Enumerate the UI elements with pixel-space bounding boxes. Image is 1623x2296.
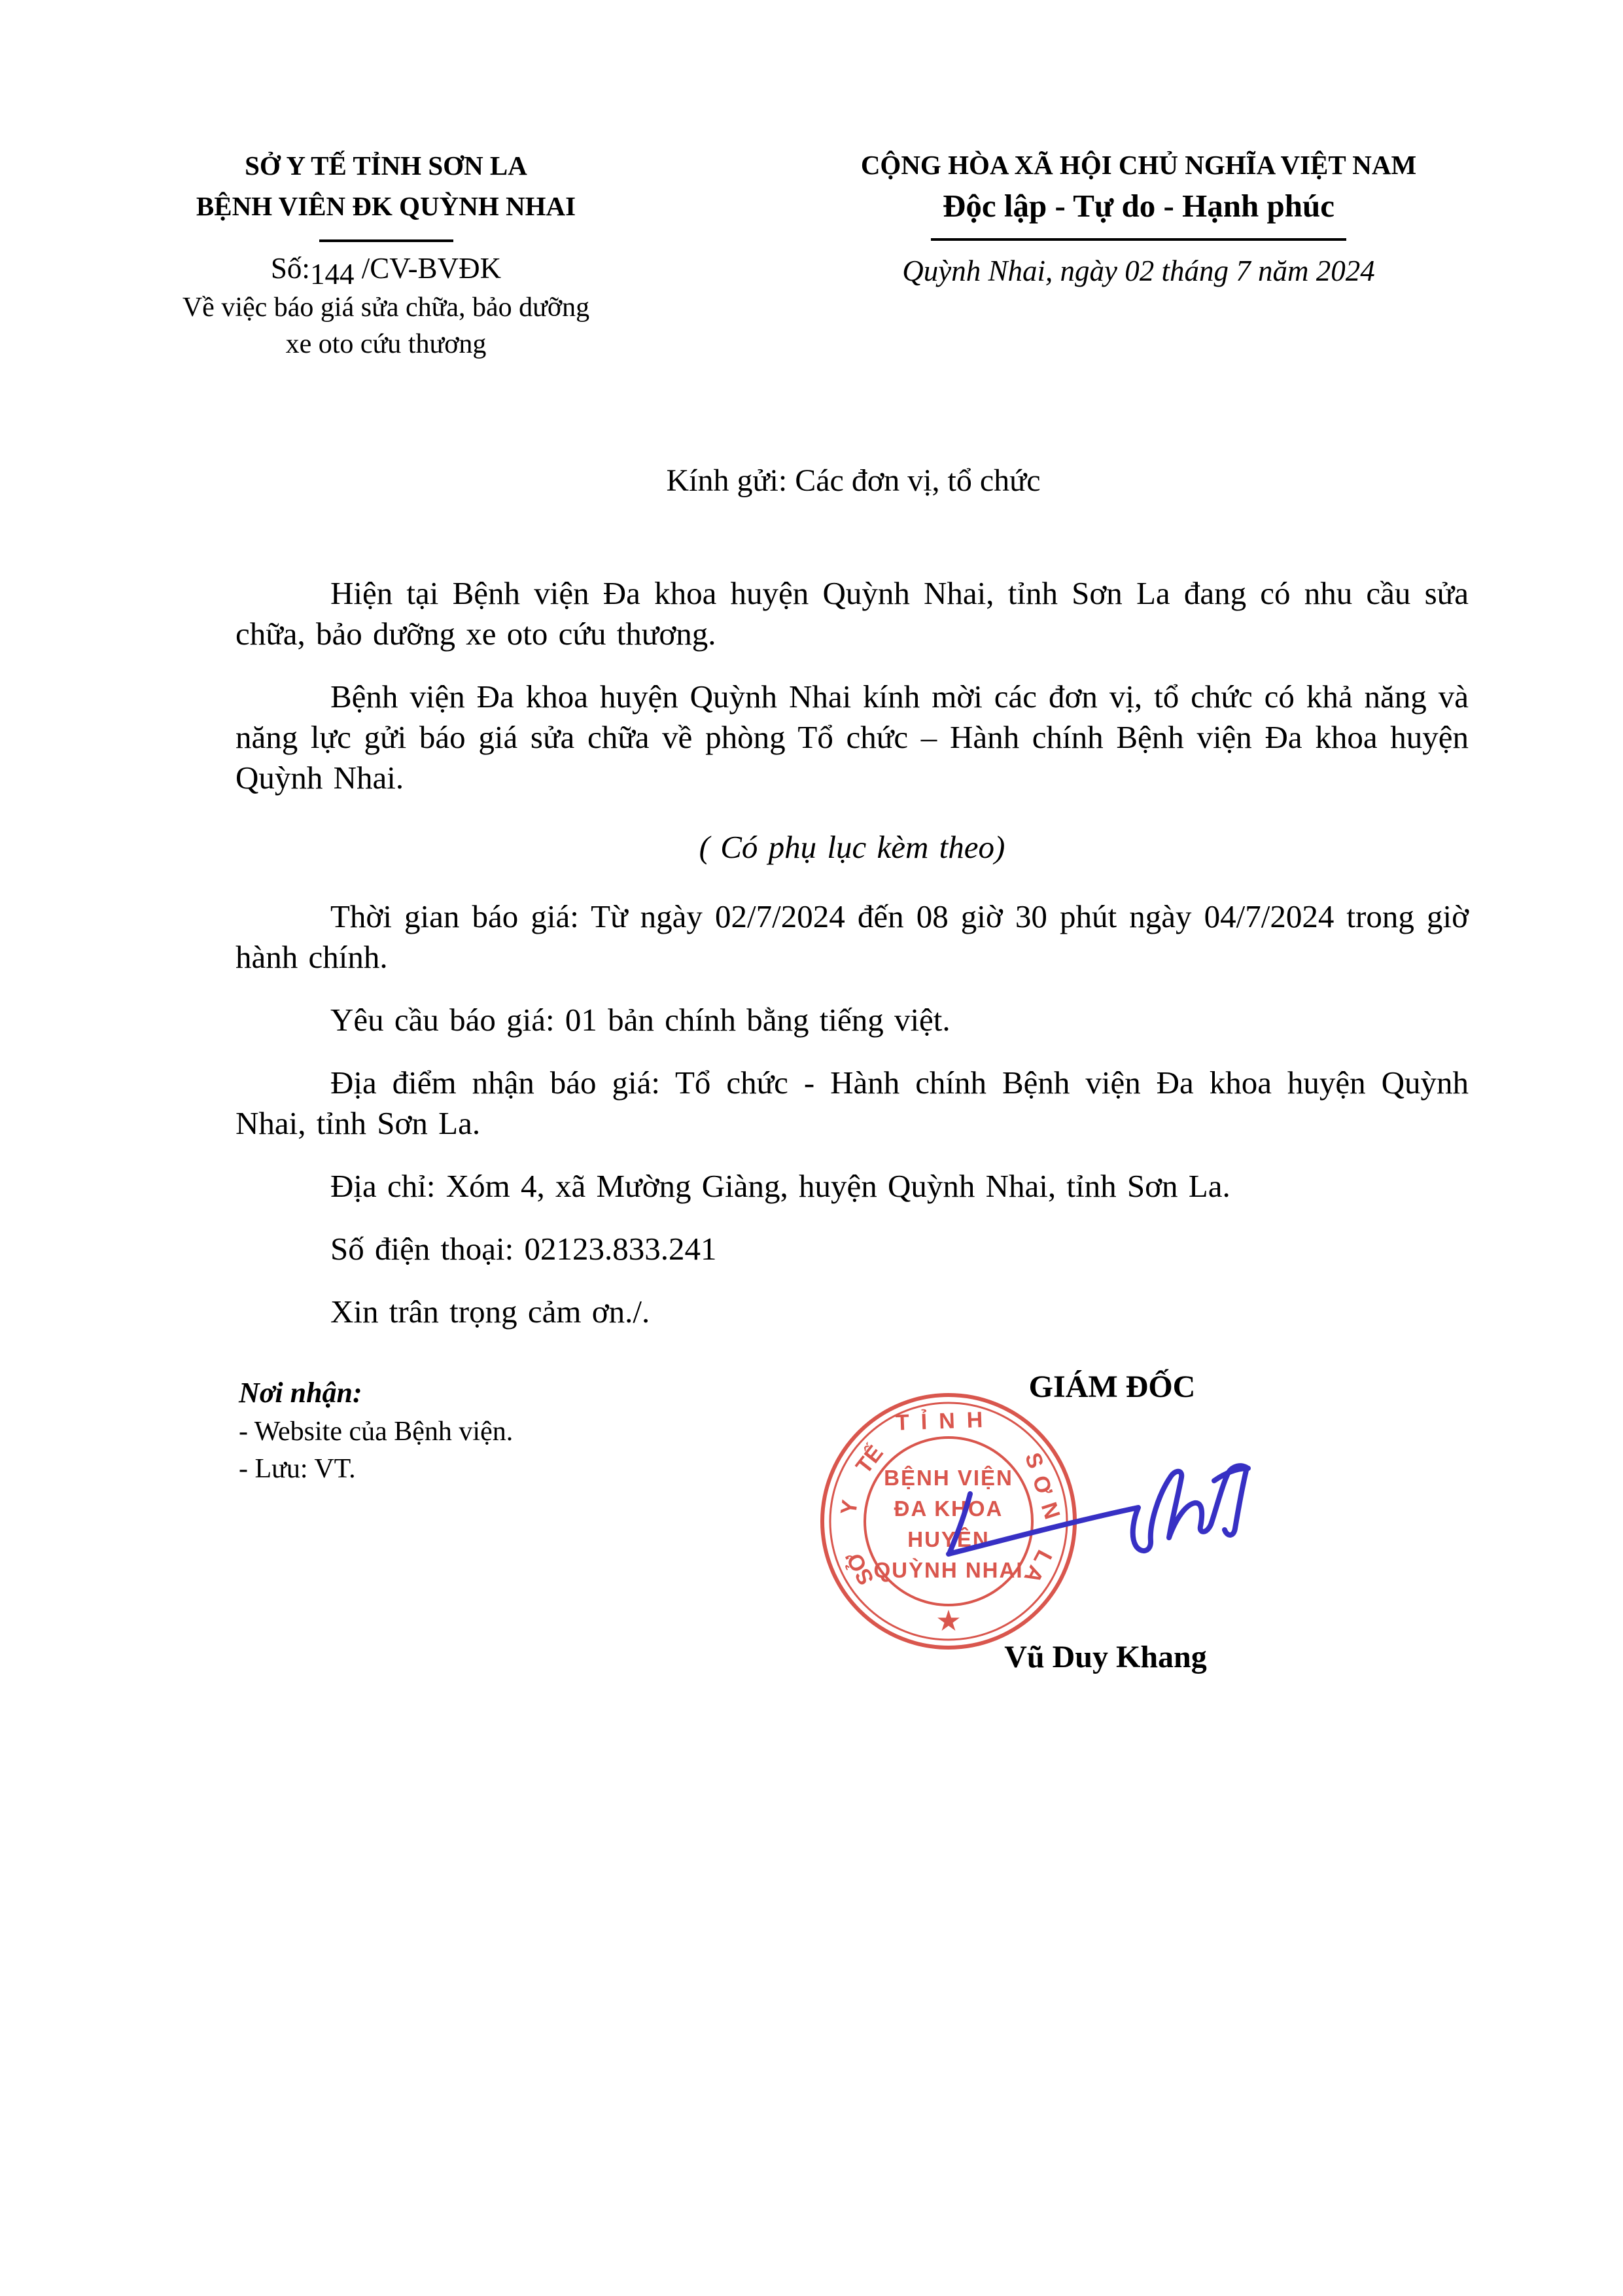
stamp-ring-text: TỈNH: [895, 1407, 995, 1436]
body-paragraph: Bệnh viện Đa khoa huyện Quỳnh Nhai kính mời các đơn vị, tổ chức có khả năng và năng lực gửi báo giá sửa chữa về phòng Tổ chức – Hành chính Bệnh viện Đa khoa huyện Quỳnh Nhai.: [236, 679, 1469, 796]
body-paragraph: Hiện tại Bệnh viện Đa khoa huyện Quỳnh Nhai, tỉnh Sơn La đang có nhu cầu sửa chữa, bảo dưỡng xe oto cứu thương.: [236, 575, 1469, 652]
motto-divider: [931, 238, 1346, 241]
doc-subject: Về việc báo giá sửa chữa, bảo dưỡng xe oto cứu thương: [182, 292, 590, 359]
official-stamp: [822, 1395, 1075, 1648]
stamp-ring-text: Y: [836, 1498, 863, 1517]
stamp-inner-line: ĐA KHOA: [894, 1496, 1003, 1521]
org-divider: [319, 239, 453, 242]
stamp-star-icon: ★: [935, 1605, 962, 1637]
doc-number-suffix: /CV-BVĐK: [354, 252, 502, 285]
org-name: BỆNH VIÊN ĐK QUỲNH NHAI: [196, 191, 576, 221]
recipient-item: - Lưu: VT.: [239, 1454, 356, 1484]
recipient-item: - Website của Bệnh viện.: [239, 1417, 514, 1447]
signer-name: Vũ Duy Khang: [1004, 1640, 1207, 1674]
national-header-block: [733, 145, 1623, 362]
body-paragraph: Địa điểm nhận báo giá: Tổ chức - Hành chính Bệnh viện Đa khoa huyện Quỳnh Nhai, tỉnh Sơn La.: [236, 1065, 1469, 1141]
doc-number-prefix: Số:: [270, 252, 310, 285]
doc-number-value: 144: [309, 258, 355, 291]
national-motto: Độc lập - Tự do - Hạnh phúc: [943, 188, 1335, 224]
stamp-inner-line: QUỲNH NHAI: [873, 1558, 1024, 1582]
official-stamp-and-signature: [805, 1371, 1302, 1737]
stamp-inner-line: BỆNH VIỆN: [884, 1466, 1013, 1490]
body-paragraph: Yêu cầu báo giá: 01 bản chính bằng tiếng việt.: [330, 1002, 951, 1038]
national-title: CỘNG HÒA XÃ HỘI CHỦ NGHĨA VIỆT NAM: [860, 150, 1417, 180]
body-paragraph: Xin trân trọng cảm ơn./.: [330, 1294, 650, 1330]
stamp-ring-text: SƠN: [1020, 1449, 1068, 1531]
body-paragraph: Thời gian báo giá: Từ ngày 02/7/2024 đến 08 giờ 30 phút ngày 04/7/2024 trong giờ hành chính.: [236, 898, 1469, 975]
place-dateline: Quỳnh Nhai, ngày 02 tháng 7 năm 2024: [902, 255, 1375, 287]
stamp-ring-text: TẾ: [851, 1440, 888, 1479]
doc-number: [39, 247, 733, 289]
org-parent-name: SỞ Y TẾ TỈNH SƠN LA: [245, 150, 527, 181]
appendix-note: ( Có phụ lục kèm theo): [699, 829, 1005, 865]
document-body: [236, 573, 1469, 1332]
body-paragraph: Số điện thoại: 02123.833.241: [330, 1231, 717, 1267]
stamp-ring-text: LA: [1017, 1545, 1057, 1591]
salutation: Kính gửi: Các đơn vị, tổ chức: [666, 463, 1041, 498]
body-paragraph: Địa chỉ: Xóm 4, xã Mường Giàng, huyện Quỳnh Nhai, tỉnh Sơn La.: [330, 1168, 1230, 1204]
signer-title: GIÁM ĐỐC: [1028, 1369, 1196, 1404]
issuing-org-block: [0, 145, 733, 362]
recipients-block: [239, 1373, 513, 1488]
stamp-ring-text: SỞ: [841, 1547, 879, 1589]
stamp-inner-line: HUYỆN: [907, 1527, 990, 1551]
document-header: [0, 145, 1623, 362]
recipients-label: Nơi nhận:: [239, 1377, 362, 1409]
